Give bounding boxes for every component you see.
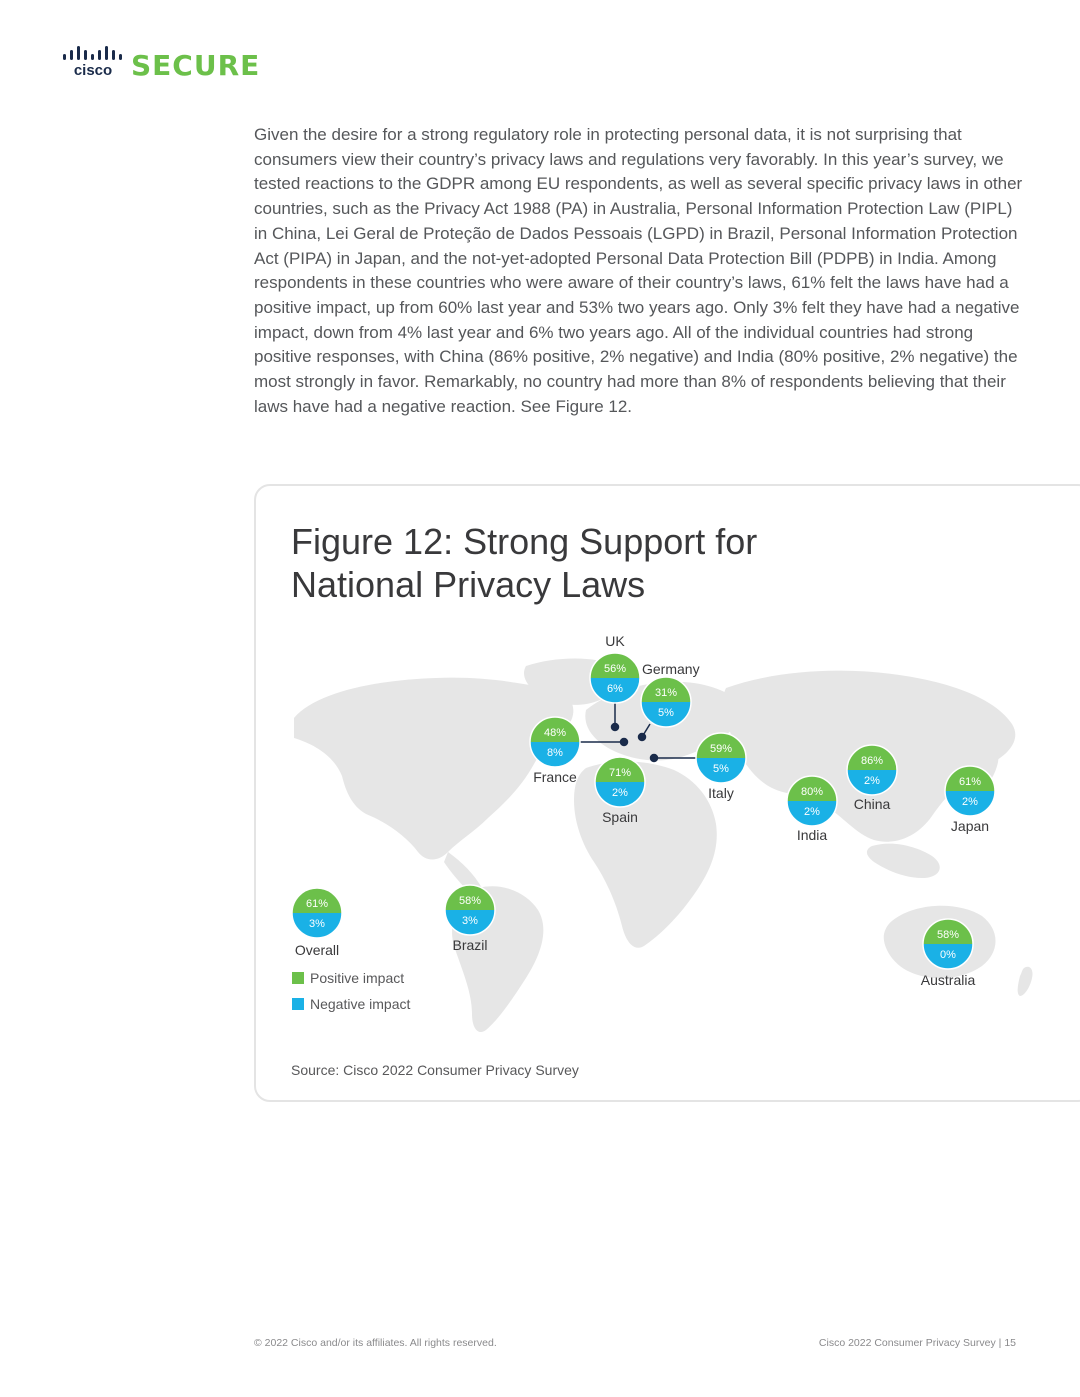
land-southeast-asia	[867, 844, 940, 878]
bubble-negative-value-spain: 2%	[612, 787, 628, 799]
country-label-australia: Australia	[920, 972, 976, 988]
legend	[292, 970, 410, 1012]
footer-report	[819, 1337, 1016, 1349]
brand-secure: SECURE	[131, 49, 261, 82]
country-label-italy: Italy	[708, 785, 734, 801]
footer-separator: |	[998, 1337, 1005, 1349]
country-label-france: France	[533, 769, 577, 785]
footer-copyright: © 2022 Cisco and/or its affiliates. All rights reserved.	[254, 1337, 497, 1349]
privacy-map	[256, 600, 1056, 1040]
legend-swatch-negative	[292, 998, 304, 1010]
country-label-uk: UK	[605, 633, 625, 649]
bubble-positive-value-overall: 61%	[305, 898, 329, 910]
bubble-spain	[595, 757, 645, 825]
bubble-positive-value-brazil: 58%	[458, 895, 482, 907]
legend-label-positive: Positive impact	[310, 970, 405, 986]
page-number: 15	[1004, 1337, 1016, 1349]
legend-swatch-positive	[292, 972, 304, 984]
bubble-france	[530, 717, 580, 785]
bubble-negative-value-france: 8%	[547, 747, 563, 759]
bubble-japan	[945, 766, 995, 834]
land-new-zealand	[1018, 967, 1033, 996]
bubble-positive-value-india: 80%	[800, 786, 824, 798]
bubble-negative-value-japan: 2%	[962, 796, 978, 808]
country-label-india: India	[796, 827, 828, 843]
bubble-uk	[590, 633, 640, 703]
body-paragraph: Given the desire for a strong regulatory role in protecting personal data, it is not surprising that consumers view their country’s privacy laws and regulations very favorably. In this year’s survey, we tested reactions to the GDPR among EU respondents, as well as several specific privacy laws in other countries, such as the Privacy Act 1988 (PA) in Australia, Personal Information Protection Law (PIPL) in China, Lei Geral de Proteção de Dados Pessoais (LGPD) in Brazil, Personal Information Protection Act (PIPA) in Japan, and the not-yet-adopted Personal Data Protection Bill (PDPB) in India. Among respondents in these countries who were aware of their country’s laws, 61% felt the laws have had a positive impact, up from 60% last year and 53% two years ago. Only 3% felt they have had a negative impact, down from 4% last year and 6% two years ago. All of the individual countries had strong positive responses, with China (86% positive, 2% negative) and India (80% positive, 2% negative) the most strongly in favor. Remarkably, no country had more than 8% of respondents believing that their laws have had a negative reaction. See Figure 12.	[254, 125, 1023, 416]
bubble-positive-value-spain: 71%	[608, 767, 632, 779]
bubble-negative-value-china: 2%	[864, 775, 880, 787]
bubble-overall	[292, 888, 342, 958]
bubble-positive-value-italy: 59%	[709, 743, 733, 755]
bubble-negative-value-uk: 6%	[607, 683, 623, 695]
country-label-japan: Japan	[950, 818, 990, 834]
cisco-bars-icon	[63, 46, 122, 60]
bubble-italy	[696, 733, 746, 801]
bubble-positive-value-uk: 56%	[603, 663, 627, 675]
bubble-china	[847, 745, 897, 812]
bubble-positive-value-france: 48%	[543, 727, 567, 739]
land-north-america	[294, 678, 573, 860]
bubble-negative-value-india: 2%	[804, 806, 820, 818]
bubble-australia	[921, 919, 976, 988]
bubble-negative-value-australia: 0%	[940, 949, 956, 961]
country-label-brazil: Brazil	[452, 937, 488, 953]
bubble-positive-value-australia: 58%	[936, 929, 960, 941]
bubble-positive-value-germany: 31%	[654, 687, 678, 699]
footer-report-title: Cisco 2022 Consumer Privacy Survey	[818, 1337, 996, 1349]
bubble-positive-value-japan: 61%	[958, 776, 982, 788]
figure-title: Figure 12: Strong Support for National Privacy Laws	[291, 521, 758, 605]
bubble-negative-value-overall: 3%	[309, 918, 325, 930]
country-label-overall: Overall	[294, 942, 340, 958]
bubble-negative-value-germany: 5%	[658, 707, 674, 719]
country-label-germany: Germany	[642, 661, 700, 677]
cisco-wordmark: cisco	[73, 62, 113, 79]
bubble-brazil	[445, 885, 495, 953]
country-label-china: China	[853, 796, 891, 812]
bubble-india	[787, 776, 837, 843]
figure-source: Source: Cisco 2022 Consumer Privacy Survey	[291, 1062, 579, 1078]
bubble-negative-value-italy: 5%	[713, 763, 729, 775]
bubble-positive-value-china: 86%	[860, 755, 884, 767]
bubble-negative-value-brazil: 3%	[462, 915, 478, 927]
legend-label-negative: Negative impact	[310, 996, 411, 1012]
country-label-spain: Spain	[602, 809, 638, 825]
cisco-logo	[62, 46, 124, 82]
